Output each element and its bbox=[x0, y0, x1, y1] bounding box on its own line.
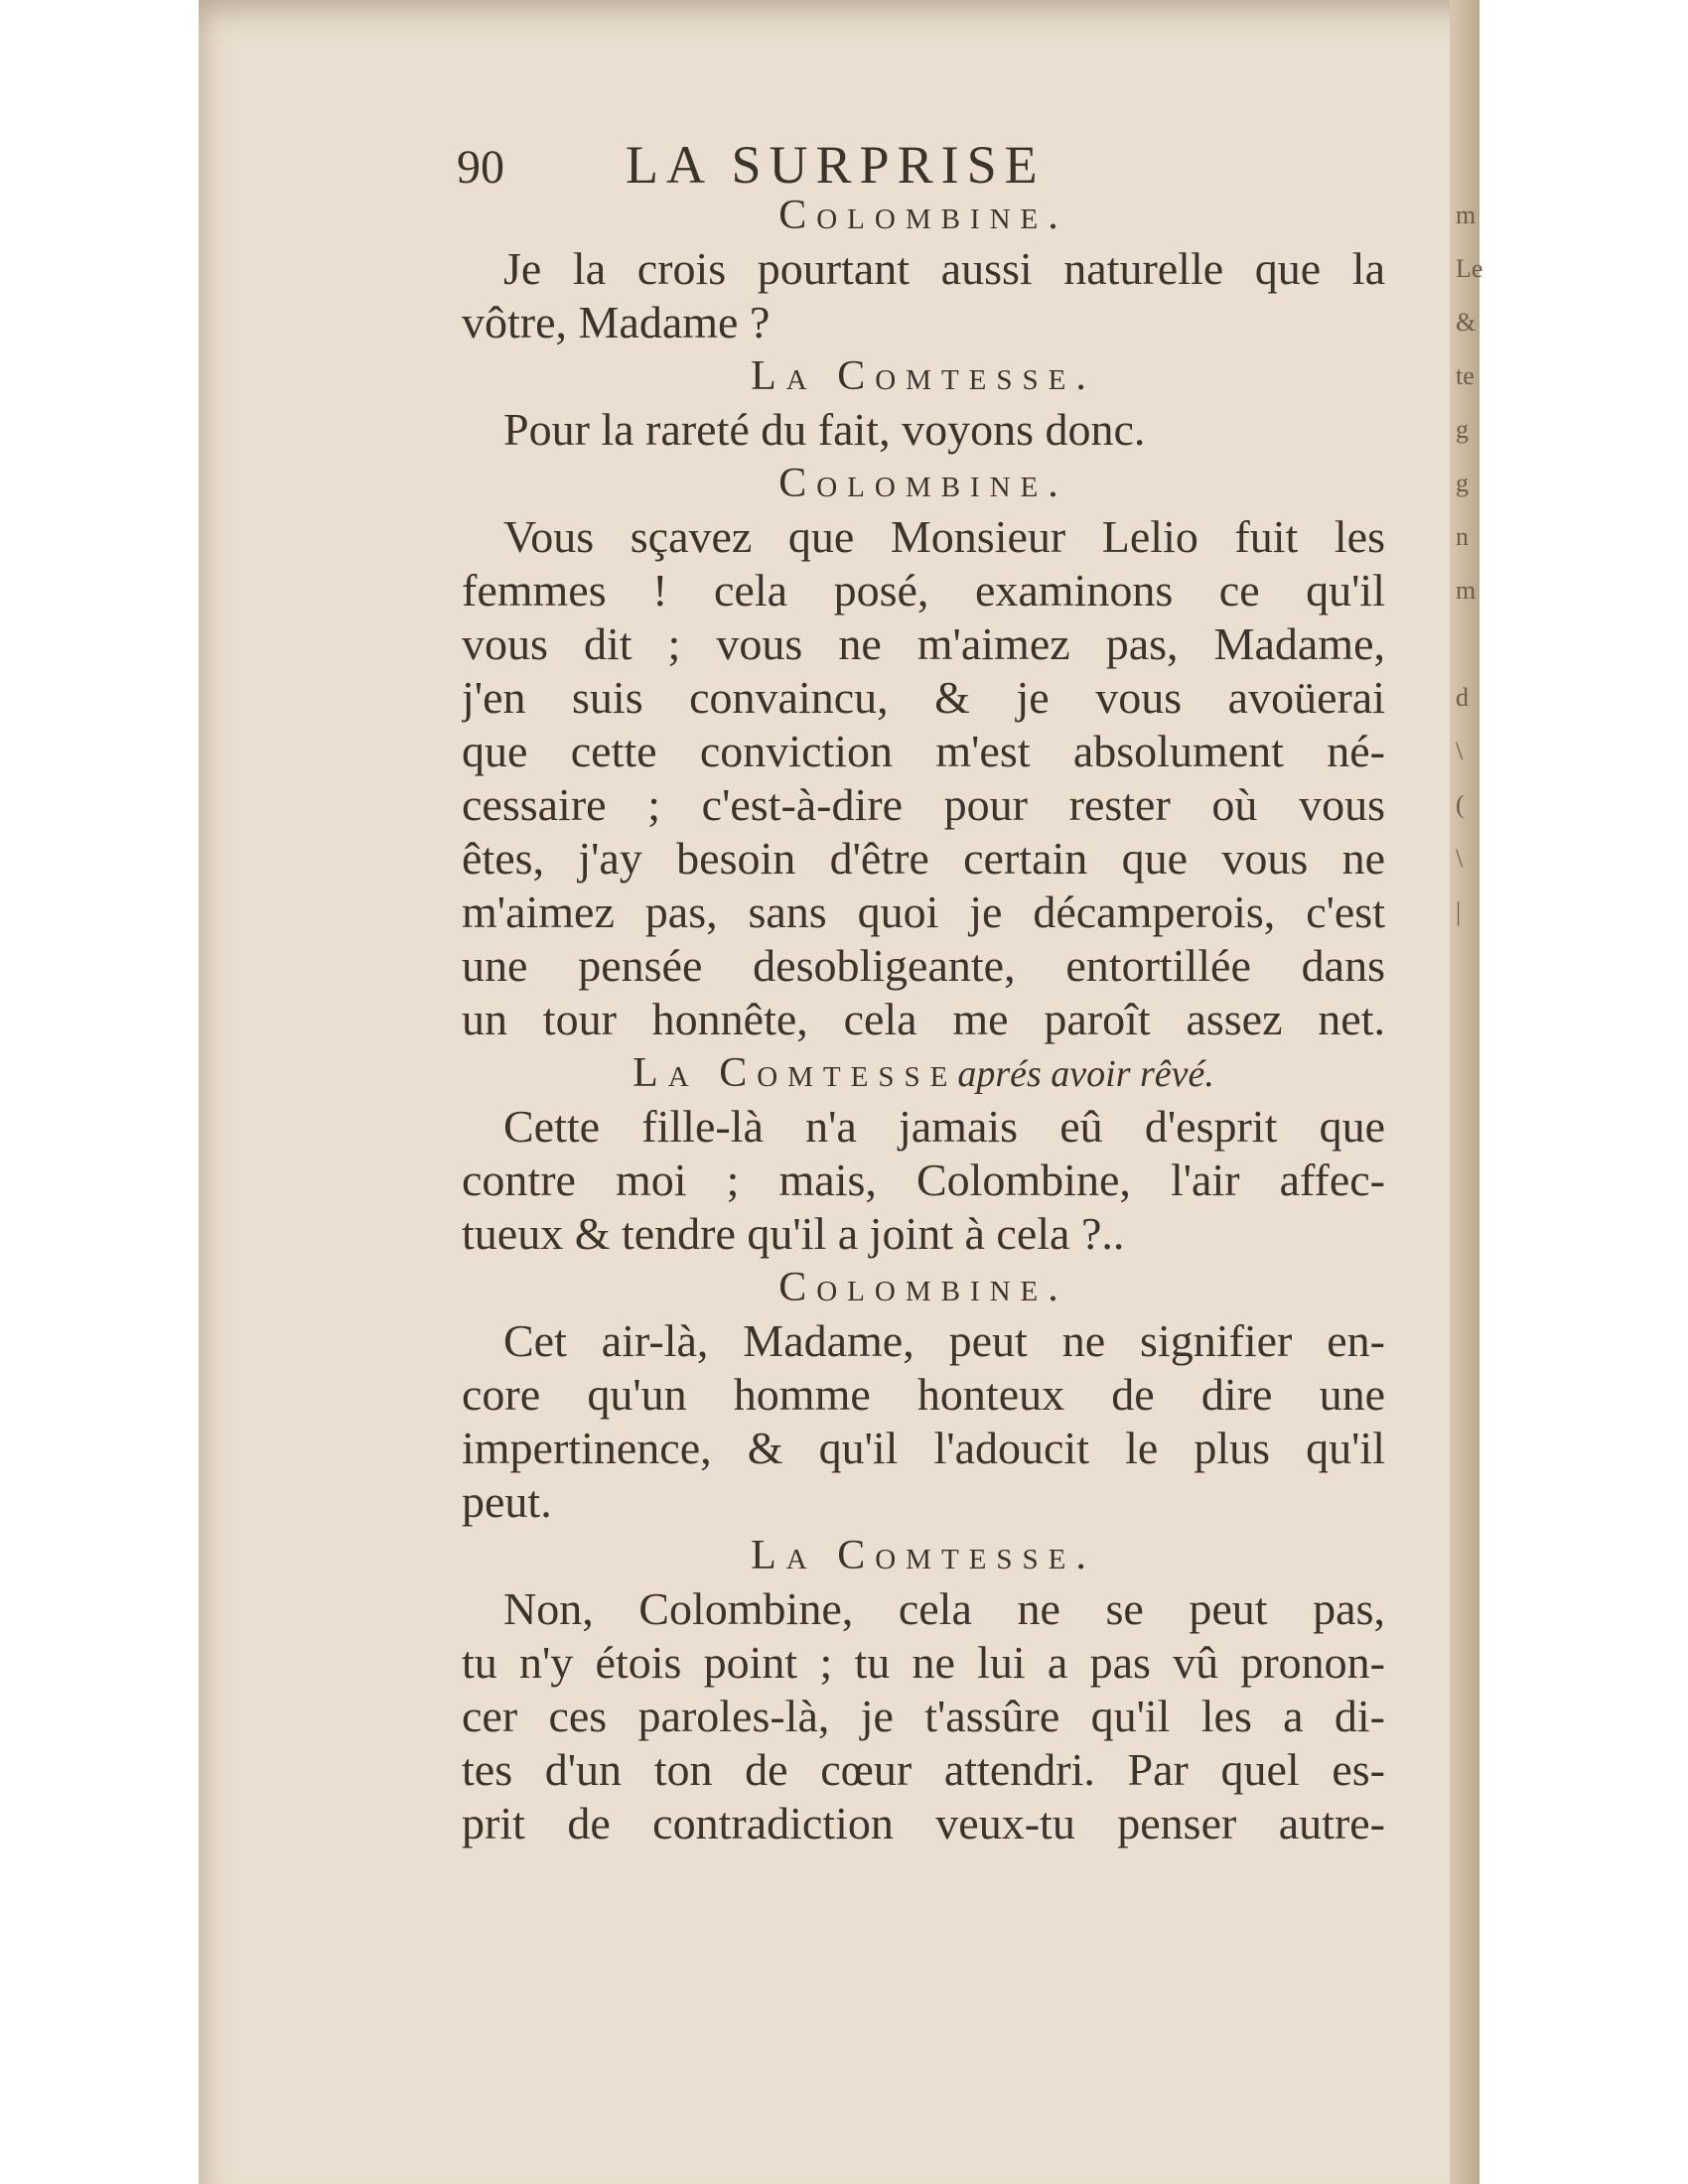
facing-page-fragment: d bbox=[1456, 683, 1469, 712]
text-line: impertinence, & qu'il l'adoucit le plus qu'il bbox=[462, 1423, 1385, 1473]
text-line: core qu'un homme honteux de dire une bbox=[462, 1369, 1385, 1420]
facing-page-fragment: \ bbox=[1456, 844, 1464, 873]
text-line: peut. bbox=[462, 1476, 552, 1527]
facing-page-fragment: g bbox=[1456, 415, 1469, 444]
facing-page-fragment: \ bbox=[1456, 737, 1464, 765]
text-line: prit de contradiction veux-tu penser autre- bbox=[462, 1798, 1385, 1848]
text-line: Pour la rareté du fait, voyons donc. bbox=[503, 404, 1146, 455]
speaker-label: La Comtesse. bbox=[751, 1533, 1096, 1578]
speaker-label: La Comtesse. bbox=[751, 353, 1096, 399]
text-line: Je la crois pourtant aussi naturelle que la bbox=[503, 243, 1385, 294]
speaker-name bbox=[462, 189, 1385, 242]
facing-page-fragment: g bbox=[1456, 469, 1469, 497]
text-line: êtes, j'ay besoin d'être certain que vous ne bbox=[462, 833, 1385, 884]
speaker-label: Colombine. bbox=[778, 193, 1068, 238]
facing-page-fragment: n bbox=[1456, 522, 1469, 551]
facing-page-fragments bbox=[1456, 189, 1483, 939]
speaker-name bbox=[462, 1261, 1385, 1314]
facing-page-fragment: m bbox=[1456, 576, 1477, 605]
facing-page-fragment: | bbox=[1456, 897, 1462, 926]
facing-page-fragment bbox=[1456, 617, 1479, 671]
text-line: Non, Colombine, cela ne se peut pas, bbox=[503, 1583, 1385, 1634]
facing-page-fragment: te bbox=[1456, 361, 1475, 390]
page-body bbox=[462, 189, 1385, 1850]
text-line: vous dit ; vous ne m'aimez pas, Madame, bbox=[462, 618, 1385, 669]
text-line: Cet air-là, Madame, peut ne signifier en- bbox=[503, 1315, 1385, 1366]
text-line: tu n'y étois point ; tu ne lui a pas vû pronon- bbox=[462, 1637, 1385, 1688]
text-line: contre moi ; mais, Colombine, l'air affec- bbox=[462, 1155, 1385, 1205]
speaker-name bbox=[462, 1529, 1385, 1582]
text-line: j'en suis convaincu, & je vous avoüerai bbox=[462, 672, 1385, 723]
text-line: une pensée desobligeante, entortillée dans bbox=[462, 940, 1385, 991]
speaker-label: Colombine. bbox=[778, 461, 1068, 506]
text-line: tes d'un ton de cœur attendri. Par quel es- bbox=[462, 1744, 1385, 1795]
speaker-label: La Comtesse bbox=[633, 1050, 958, 1096]
text-line: cessaire ; c'est-à-dire pour rester où vous bbox=[462, 779, 1385, 830]
facing-page-fragment: Le bbox=[1456, 254, 1483, 283]
speaker-label: Colombine. bbox=[778, 1265, 1068, 1310]
running-title: LA SURPRISE bbox=[626, 135, 1046, 195]
text-line: tueux & tendre qu'il a joint à cela ?.. bbox=[462, 1208, 1125, 1259]
text-line: Vous sçavez que Monsieur Lelio fuit les bbox=[503, 511, 1385, 562]
text-line: femmes ! cela posé, examinons ce qu'il bbox=[462, 565, 1385, 615]
text-line: Cette fille-là n'a jamais eû d'esprit que bbox=[503, 1101, 1385, 1152]
stage-direction: aprés avoir rêvé. bbox=[957, 1053, 1214, 1095]
page-number: 90 bbox=[457, 141, 504, 194]
text-line: cer ces paroles-là, je t'assûre qu'il les a di- bbox=[462, 1691, 1385, 1741]
text-line: un tour honnête, cela me paroît assez net. bbox=[462, 994, 1385, 1044]
speaker-name bbox=[462, 1046, 1385, 1100]
speaker-name bbox=[462, 457, 1385, 510]
page-header bbox=[457, 134, 1211, 196]
facing-page-fragment: m bbox=[1456, 201, 1477, 229]
text-line: que cette conviction m'est absolument né- bbox=[462, 726, 1385, 776]
speaker-name bbox=[462, 349, 1385, 403]
facing-page-fragment: & bbox=[1456, 308, 1477, 337]
facing-page-fragment: ( bbox=[1456, 790, 1465, 819]
text-line: m'aimez pas, sans quoi je décamperois, c'est bbox=[462, 887, 1385, 937]
text-line: vôtre, Madame ? bbox=[462, 297, 771, 347]
